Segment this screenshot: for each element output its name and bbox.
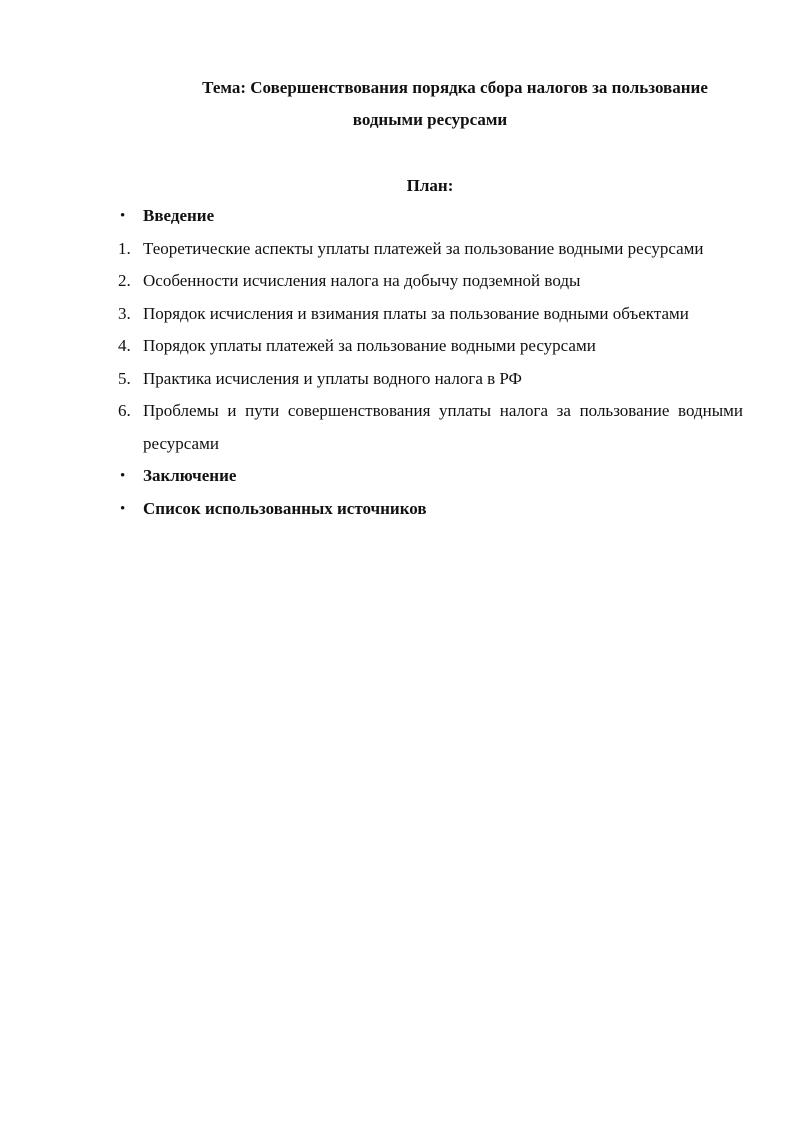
- plan-item-text: Введение: [143, 206, 215, 225]
- plan-item-introduction: [118, 200, 743, 233]
- plan-item-1: [118, 233, 743, 266]
- plan-item-text: Порядок исчисления и взимания платы за пользование водными объектами: [143, 303, 689, 323]
- plan-list: [118, 200, 743, 525]
- plan-item-text: Теоретические аспекты уплаты платежей за пользование водными ресурсами: [143, 238, 704, 258]
- plan-item-text: Проблемы и пути совершенствования уплаты налога за пользование водными ресурсами: [143, 401, 743, 453]
- plan-item-text: Заключение: [143, 466, 237, 485]
- number-marker: 6.: [118, 401, 131, 420]
- document-title-line-2: водными ресурсами: [352, 110, 508, 129]
- plan-item-3: [118, 298, 743, 331]
- plan-heading: План:: [406, 176, 454, 195]
- bullet-marker: •: [120, 500, 126, 517]
- plan-item-text: Практика исчисления и уплаты водного налога в РФ: [143, 368, 522, 388]
- plan-item-4: [118, 330, 743, 363]
- plan-item-conclusion: [118, 460, 743, 493]
- bullet-marker: •: [120, 208, 126, 224]
- plan-item-text: Особенности исчисления налога на добычу подземной воды: [143, 271, 581, 290]
- plan-item-6: [118, 395, 743, 460]
- number-marker: 4.: [118, 336, 131, 355]
- plan-item-references: [118, 493, 743, 526]
- document-title-line-1: Тема: Совершенствования порядка сбора налогов за пользование: [202, 78, 708, 97]
- plan-item-text: Порядок уплаты платежей за пользование водными ресурсами: [143, 336, 596, 355]
- number-marker: 5.: [118, 368, 131, 388]
- number-marker: 1.: [118, 238, 131, 258]
- number-marker: 3.: [118, 303, 131, 323]
- plan-item-5: [118, 363, 743, 396]
- plan-item-2: [118, 265, 743, 298]
- number-marker: 2.: [118, 271, 131, 290]
- bullet-marker: •: [120, 468, 126, 484]
- plan-item-text: Список использованных источников: [143, 498, 427, 518]
